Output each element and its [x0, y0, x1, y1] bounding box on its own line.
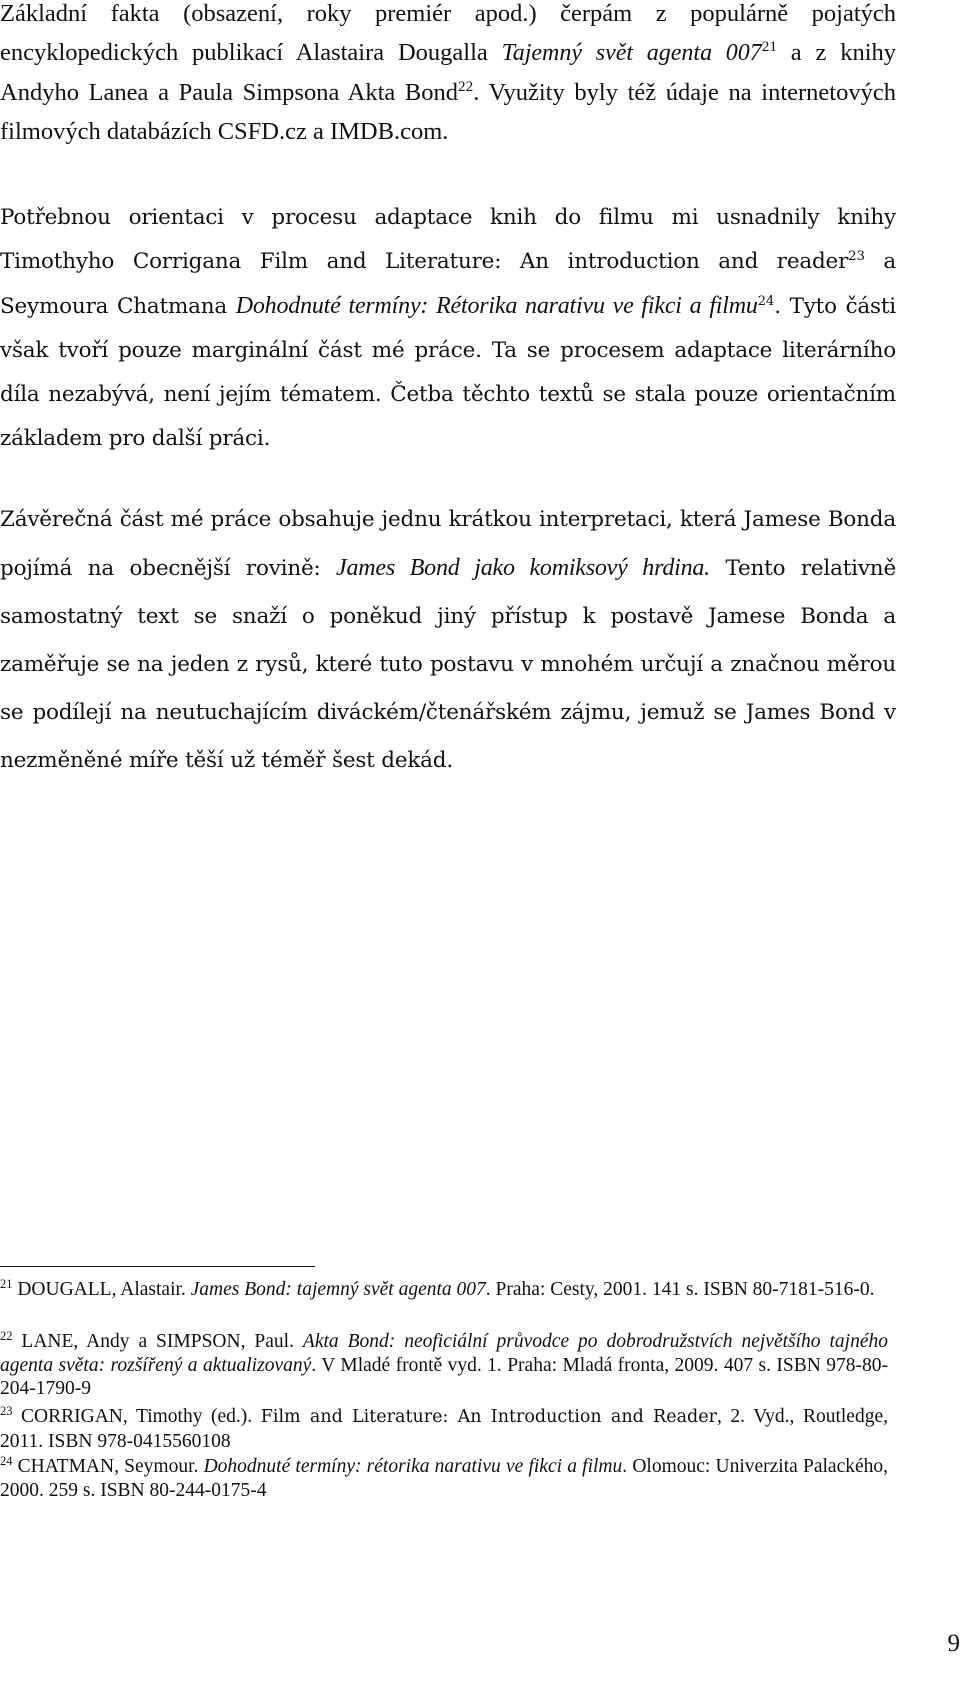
footnote-number: 24	[0, 1454, 13, 1469]
footnote-text: CHATMAN, Seymour.	[12, 1456, 204, 1477]
book-title: Dohodnuté termíny: Rétorika narativu ve fikci a filmu	[235, 293, 758, 319]
paragraph-text: Tento relativně samostatný text se snaží o poněkud jiný přístup k postavě Jamese Bonda a zaměřuje se na jeden z rysů, které tuto postavu v mnohém určují a značnou měrou se podílejí na neutuchajícím diváckém/čtenářském zájmu, jemuž se James Bond v nezměněné míře těší už téměř šest dekád.	[0, 556, 896, 773]
footnote-21	[0, 1278, 888, 1302]
paragraph-sources	[0, 0, 896, 151]
footnote-number: 21	[0, 1277, 13, 1292]
footnote-text: . Praha: Cesty, 2001. 141 s. ISBN 80-7181-516-0.	[485, 1279, 875, 1300]
footnote-text: DOUGALL, Alastair.	[12, 1279, 191, 1300]
paragraph-text: . Využity byly též údaje na internetových filmových databázích CSFD.cz a IMDB.com.	[0, 79, 896, 145]
footnote-text: , 2. Vyd., Routledge, 2011. ISBN 978-0415560108	[0, 1406, 888, 1452]
footnote-text: . V Mladé frontě vyd. 1. Praha: Mladá fronta, 2009. 407 s. ISBN 978-80-204-1790-9	[0, 1354, 888, 1399]
footnote-ref[interactable]: 23	[848, 249, 865, 265]
paragraph-adaptation	[0, 196, 896, 461]
paragraph-text: a Seymoura Chatmana	[0, 249, 896, 319]
page-number: 9	[947, 1630, 960, 1657]
paragraph-text: Závěrečná část mé práce obsahuje jednu krátkou interpretaci, která Jamese Bonda pojímá na obecnější rovině:	[0, 507, 896, 581]
paragraph-text: Potřebnou orientaci v procesu adaptace knih do filmu mi usnadnily knihy Timothyho Corrigana Film and Literature: An introduction and reader	[0, 205, 896, 274]
footnote-ref[interactable]: 21	[761, 37, 777, 55]
footnote-text: LANE, Andy a SIMPSON, Paul.	[12, 1331, 303, 1352]
paragraph-text: Základní fakta (obsazení, roky premiér apod.) čerpám z populárně pojatých encyklopedických publikací Alastaira Dougalla	[0, 0, 896, 66]
footnote-22	[0, 1330, 888, 1401]
footnote-23	[0, 1405, 888, 1453]
footnote-text: . Olomouc: Univerzita Palackého, 2000. 259 s. ISBN 80-244-0175-4	[0, 1456, 888, 1501]
footnote-title: Film and Literature: An Introduction and Reader	[260, 1407, 717, 1427]
footnote-separator	[0, 1266, 315, 1267]
footnote-ref[interactable]: 22	[458, 77, 474, 95]
chapter-title: James Bond jako komiksový hrdina.	[336, 555, 710, 581]
footnote-number: 23	[0, 1404, 13, 1419]
paragraph-text: a z knihy Andyho Lanea a Paula Simpsona Akta Bond	[0, 39, 896, 106]
footnote-title: Akta Bond: neoficiální průvodce po dobrodružstvích největšího tajného agenta světa: rozšířený a aktualizovaný	[0, 1331, 888, 1376]
paragraph-text: . Tyto části však tvoří pouze marginální část mé práce. Ta se procesem adaptace literárního díla nezabývá, není jejím tématem. Četba těchto textů se stala pouze orientačním základem pro další práci.	[0, 294, 896, 451]
footnote-24	[0, 1455, 888, 1502]
footnote-text: CORRIGAN, Timothy (ed.).	[12, 1406, 261, 1427]
footnote-ref[interactable]: 24	[757, 294, 775, 310]
footnote-title: Dohodnuté termíny: rétorika narativu ve fikci a filmu	[203, 1456, 623, 1477]
footnote-number: 22	[0, 1329, 13, 1344]
book-title: Tajemný svět agenta 007	[501, 40, 762, 66]
footnote-title: James Bond: tajemný svět agenta 007	[190, 1279, 486, 1300]
paragraph-interpretation	[0, 496, 896, 785]
